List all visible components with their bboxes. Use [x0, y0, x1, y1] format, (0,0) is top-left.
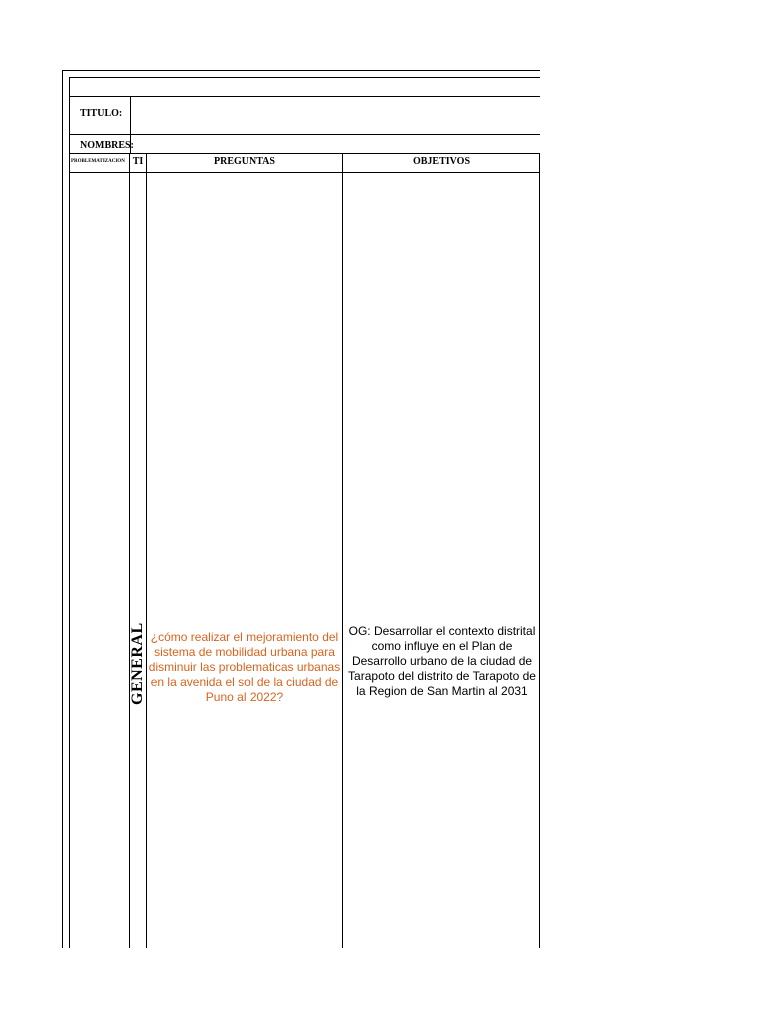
header-row-bottom-border — [69, 172, 540, 173]
title-row-top-border — [69, 96, 540, 97]
preguntas-header: PREGUNTAS — [214, 156, 275, 167]
problematizacion-column-divider — [129, 153, 130, 948]
outer-top-border — [62, 70, 540, 71]
general-question-cell: ¿cómo realizar el mejoramiento del sistema de mobilidad urbana para disminuir las problematicas urbanas en la avenida el sol de la ciudad de Puno al 2022? — [148, 630, 341, 704]
problematizacion-header: PROBLEMATIZACION — [71, 159, 125, 164]
titulo-label: TITULO: — [80, 108, 123, 119]
preguntas-column-divider — [342, 153, 343, 948]
objetivos-column-divider — [539, 153, 540, 948]
tipo-header: TI — [132, 156, 144, 167]
title-row-bottom-border — [69, 134, 540, 135]
tipo-general-label: GENERAL — [129, 622, 146, 705]
inner-left-border — [69, 77, 70, 948]
outer-left-border — [62, 70, 63, 948]
nombres-label: NOMBRES: — [80, 140, 134, 151]
inner-top-border — [69, 77, 540, 78]
objetivos-header: OBJETIVOS — [412, 156, 471, 167]
general-objective-cell: OG: Desarrollar el contexto distrital como influye en el Plan de Desarrollo urbano de la ciudad de Tarapoto del distrito de Tarapoto de la Region de San Martin al 2031 — [348, 624, 536, 698]
names-row-bottom-border — [69, 153, 540, 154]
tipo-column-divider — [146, 153, 147, 948]
